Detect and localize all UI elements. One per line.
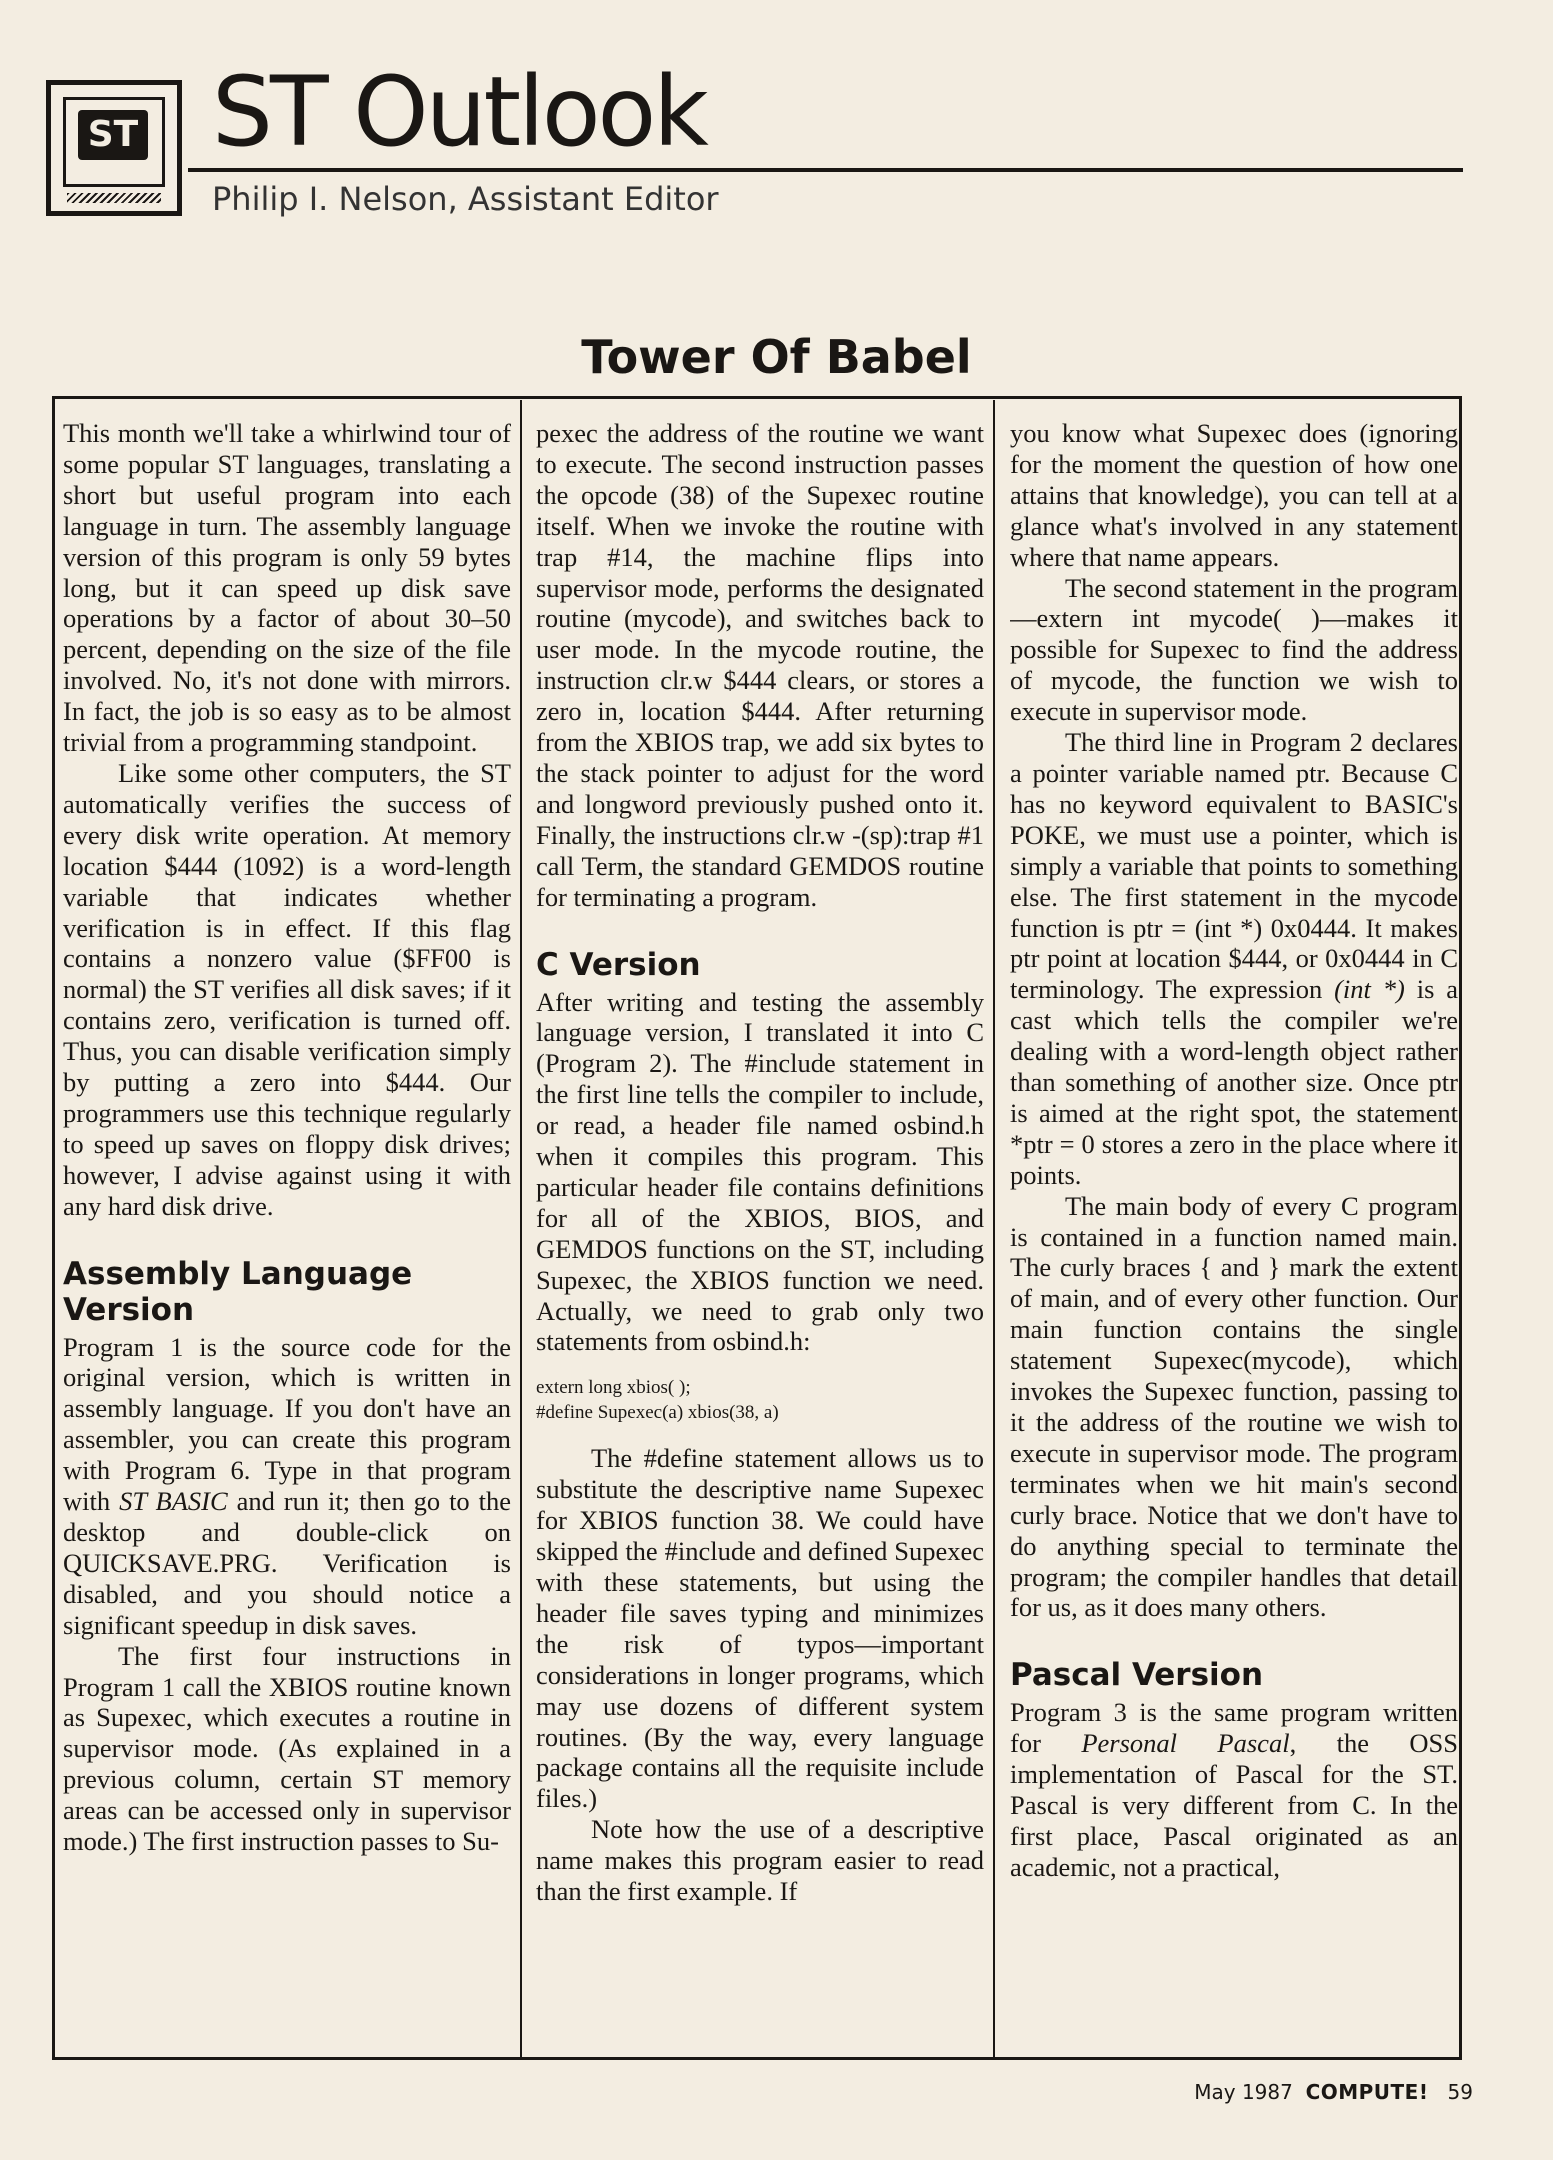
paragraph: The #define statement allows us to substitute the descriptive name Supexec for XBIOS function 38. We could have skipped the #include and defined Supexec with these statements, but using the header file saves typing and minimizes the risk of typos—important considerations in longer programs, which may use dozens of different system routines. (By the way, every language package contains all the requisite include files.): [536, 1443, 984, 1814]
code-line: #define Supexec(a) xbios(38, a): [536, 1402, 779, 1424]
subheading-assembly: Assembly Language Version: [63, 1255, 413, 1328]
paragraph: [1010, 727, 1458, 1191]
paragraph-text: Program 3 is the same program written for: [1010, 1697, 1458, 1759]
emphasis: ST BASIC: [119, 1486, 228, 1517]
paragraph: The second statement in the program—extern int mycode( )—makes it possible for Supexec to find the address of mycode, the function we wish to execute in supervisor mode.: [1010, 572, 1458, 727]
paragraph-text: is a cast which tells the compiler we're dealing with a word-length object rather than something of another size. Once ptr is aimed at the right spot, the statement *ptr = 0 stores a zero in the place where it points.: [1010, 974, 1458, 1190]
paragraph: [63, 1332, 511, 1641]
issue-date: May 1987: [1194, 2080, 1293, 2104]
article-title: Tower Of Babel: [581, 330, 972, 384]
paragraph: you know what Supexec does (ignoring for the moment the question of how one attains that knowledge), you can tell at a glance what's involved in any statement where that name appears.: [1010, 418, 1458, 572]
logo-keyboard-icon: [67, 193, 161, 203]
code-line: extern long xbios( );: [536, 1377, 691, 1399]
paragraph-text: and run it; then go to the desktop and double-click on QUICKSAVE.PRG. Verification is disabled, and you should notice a significant speedup in disk saves.: [63, 1486, 511, 1640]
section-title: ST Outlook: [212, 56, 706, 168]
paragraph-text: , the OSS implementation of Pascal for the ST. Pascal is very different from C. In the first place, Pascal originated as an academic, not a practical,: [1010, 1728, 1458, 1882]
page-footer: [1194, 2080, 1473, 2104]
logo-text: ST: [78, 110, 148, 160]
st-logo: [46, 80, 182, 216]
logo-screen: [63, 97, 165, 187]
column-3: [1010, 418, 1458, 2048]
column-1: [63, 418, 511, 2048]
paragraph-text: Program 1 is the source code for the original version, which is written in assembly language. If you don't have an assembler, you can create this program with Program 6. Type in that program with: [63, 1331, 511, 1517]
header-rule: [188, 168, 1463, 172]
magazine-name: COMPUTE!: [1305, 2080, 1429, 2104]
paragraph: [1010, 1697, 1458, 1882]
column-divider: [520, 400, 522, 2060]
paragraph: After writing and testing the assembly language version, I translated it into C (Program 2). The #include statement in the first line tells the compiler to include, or read, a header file named osbind.h when it compiles this program. This particular header file contains definitions for all of the XBIOS, BIOS, and GEMDOS functions on the ST, including Supexec, the XBIOS function we need. Actually, we need to grab only two statements from osbind.h:: [536, 986, 984, 1357]
page-number: 59: [1447, 2080, 1473, 2104]
subheading-c: C Version: [536, 946, 701, 983]
paragraph: Like some other computers, the ST automatically verifies the success of every disk write operation. At memory location $444 (1092) is a word-length variable that indicates whether verification is in effect. If this flag contains a nonzero value ($FF00 is normal) the ST verifies all disk saves; if it contains zero, verification is turned off. Thus, you can disable verification simply by putting a zero into $444. Our programmers use this technique regularly to speed up saves on floppy disk drives; however, I advise against using it with any hard disk drive.: [63, 757, 511, 1221]
emphasis: (int *): [1334, 974, 1405, 1005]
subheading-pascal: Pascal Version: [1010, 1657, 1264, 1694]
paragraph: pexec the address of the routine we want to execute. The second instruction passes the opcode (38) of the Supexec routine itself. When we invoke the routine with trap #14, the machine flips into supervisor mode, performs the designated routine (mycode), and switches back to user mode. In the mycode routine, the instruction clr.w $444 clears, or stores a zero in, location $444. After returning from the XBIOS trap, we add six bytes to the stack pointer to adjust for the word and longword previously pushed onto it. Finally, the instructions clr.w -(sp):trap #1 call Term, the standard GEMDOS routine for terminating a program.: [536, 418, 984, 912]
column-2: [536, 418, 984, 2048]
paragraph: The main body of every C program is contained in a function named main. The curly braces { and } mark the extent of main, and of every other function. Our main function contains the single statement Supexec(mycode), which invokes the Supexec function, passing to it the address of the routine we wish to execute in supervisor mode. The program terminates when we hit main's second curly brace. Notice that we don't have to do anything special to terminate the program; the compiler handles that detail for us, as it does many others.: [1010, 1190, 1458, 1623]
emphasis: Personal Pascal: [1081, 1728, 1290, 1759]
column-divider: [993, 400, 995, 2060]
paragraph: This month we'll take a whirlwind tour of some popular ST languages, translating a short but useful program into each language in turn. The assembly language version of this program is only 59 bytes long, but it can speed up disk save operations by a factor of about 30–50 percent, depending on the size of the file involved. No, it's not done with mirrors. In fact, the job is so easy as to be almost trivial from a programming standpoint.: [63, 418, 511, 758]
paragraph-text: The third line in Program 2 declares a pointer variable named ptr. Because C has no keyword equivalent to BASIC's POKE, we must use a pointer, which is simply a variable that points to something else. The first statement in the mycode function is ptr = (int *) 0x0444. It makes ptr point at location $444, or 0x0444 in C terminology. The expression: [1010, 727, 1458, 1005]
paragraph: Note how the use of a descriptive name makes this program easier to read than the first example. If: [536, 1814, 984, 1907]
paragraph: The first four instructions in Program 1 call the XBIOS routine known as Supexec, which executes a routine in supervisor mode. (As explained in a previous column, certain ST memory areas can be accessed only in supervisor mode.) The first instruction passes to Su-: [63, 1640, 511, 1857]
byline: Philip I. Nelson, Assistant Editor: [212, 180, 719, 218]
code-listing: [536, 1375, 984, 1425]
